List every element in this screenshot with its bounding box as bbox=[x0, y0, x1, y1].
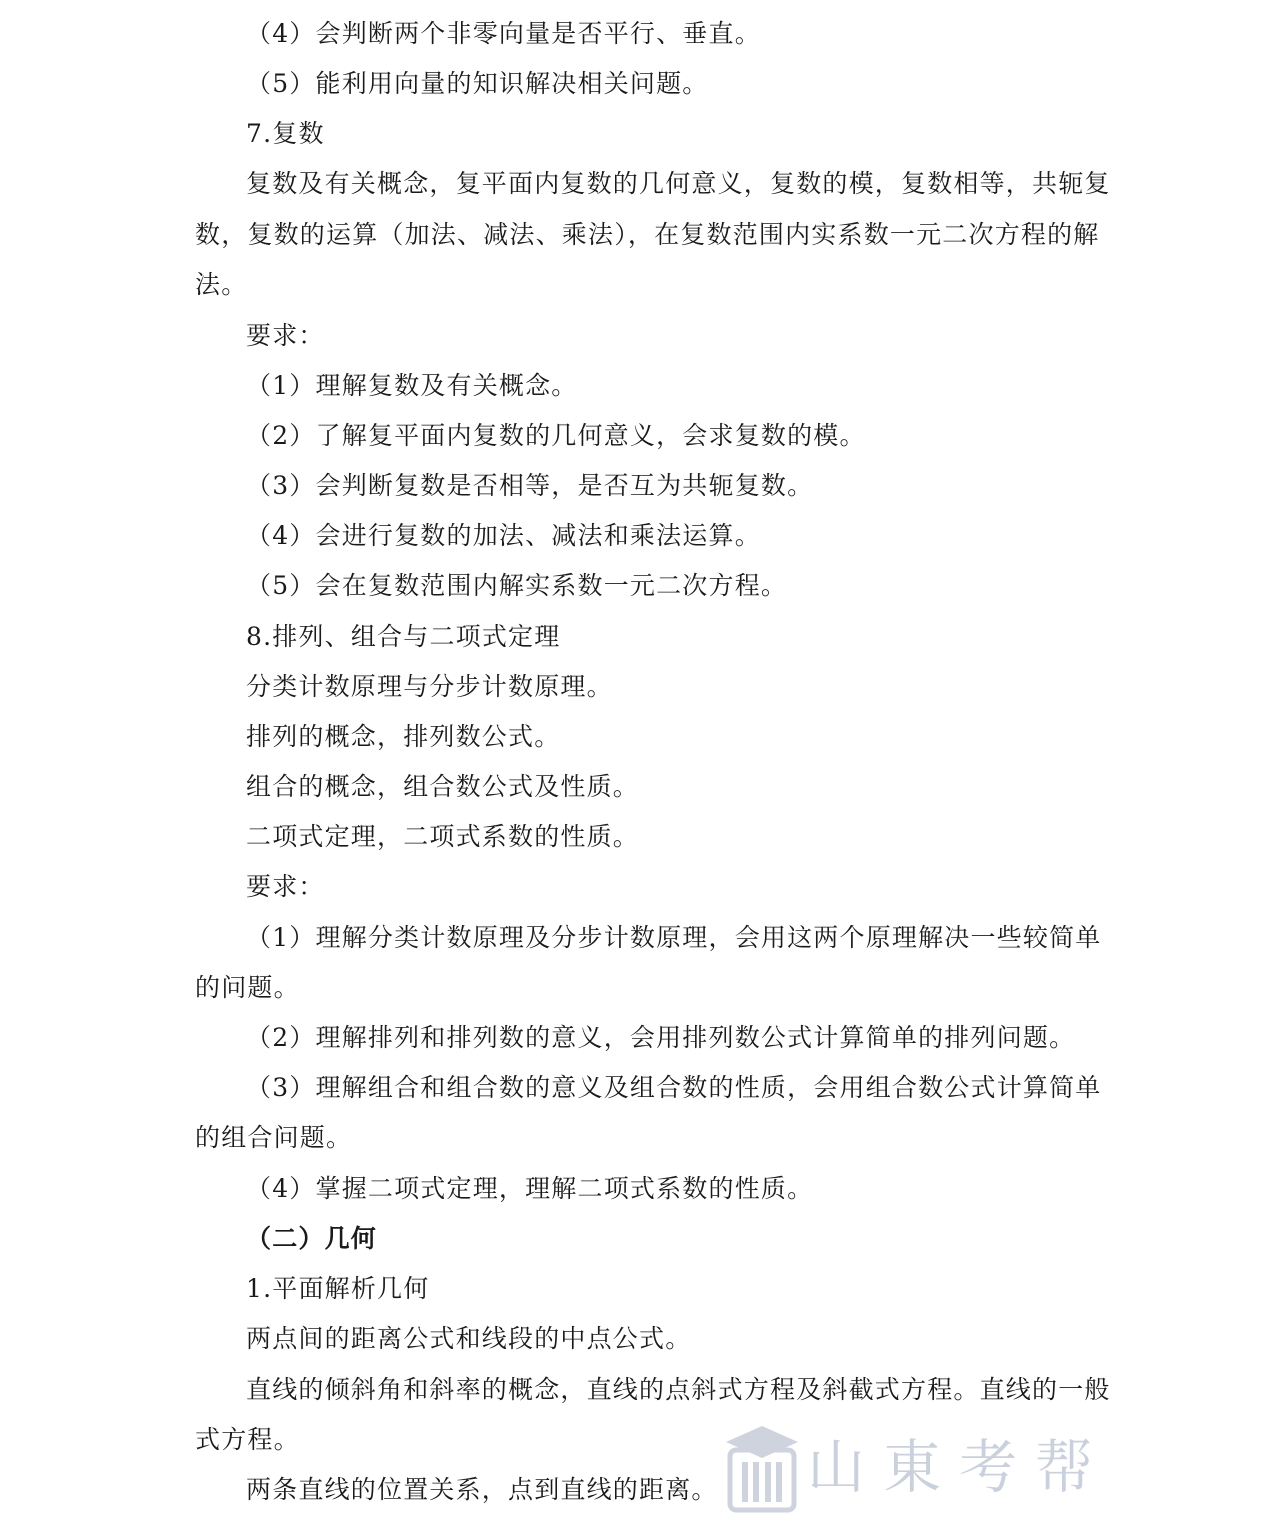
text-line: 两点间的距离公式和线段的中点公式。 bbox=[246, 1324, 692, 1353]
text-line: （5）能利用向量的知识解决相关问题。 bbox=[246, 69, 709, 98]
text-line: 直线的倾斜角和斜率的概念，直线的点斜式方程及斜截式方程。直线的一般 bbox=[246, 1375, 1111, 1404]
text-line: 要求： bbox=[246, 321, 325, 350]
watermark-text: 山東考帮 bbox=[807, 1433, 1112, 1501]
text-line: （4）会判断两个非零向量是否平行、垂直。 bbox=[246, 19, 761, 48]
section-heading: 1.平面解析几何 bbox=[246, 1274, 430, 1303]
text-line: 法。 bbox=[195, 270, 248, 299]
section-heading: 8.排列、组合与二项式定理 bbox=[246, 622, 561, 651]
text-line: （1）理解分类计数原理及分步计数原理，会用这两个原理解决一些较简单 bbox=[246, 923, 1102, 952]
text-line: （4）掌握二项式定理，理解二项式系数的性质。 bbox=[246, 1174, 814, 1203]
text-line: （1）理解复数及有关概念。 bbox=[246, 371, 578, 400]
text-line: （3）理解组合和组合数的意义及组合数的性质，会用组合数公式计算简单 bbox=[246, 1073, 1102, 1102]
text-line: 的组合问题。 bbox=[195, 1123, 353, 1152]
text-line: （2）了解复平面内复数的几何意义，会求复数的模。 bbox=[246, 421, 866, 450]
text-line: 的问题。 bbox=[195, 973, 300, 1002]
text-line: 二项式定理，二项式系数的性质。 bbox=[246, 822, 640, 851]
text-line: 式方程。 bbox=[195, 1425, 300, 1454]
text-line: 两条直线的位置关系，点到直线的距离。 bbox=[246, 1475, 718, 1504]
graduation-cap-logo-icon bbox=[722, 1420, 802, 1516]
text-line: （2）理解排列和排列数的意义，会用排列数公式计算简单的排列问题。 bbox=[246, 1023, 1076, 1052]
text-line: 要求： bbox=[246, 872, 325, 901]
text-line: （5）会在复数范围内解实系数一元二次方程。 bbox=[246, 571, 788, 600]
text-line: （4）会进行复数的加法、减法和乘法运算。 bbox=[246, 521, 761, 550]
text-line: 数，复数的运算（加法、减法、乘法），在复数范围内实系数一元二次方程的解 bbox=[195, 220, 1100, 249]
chapter-heading: （二）几何 bbox=[246, 1224, 378, 1253]
section-heading: 7.复数 bbox=[246, 119, 325, 148]
text-line: 排列的概念，排列数公式。 bbox=[246, 722, 561, 751]
text-line: （3）会判断复数是否相等，是否互为共轭复数。 bbox=[246, 471, 814, 500]
text-line: 复数及有关概念，复平面内复数的几何意义，复数的模，复数相等，共轭复 bbox=[246, 169, 1111, 198]
text-line: 分类计数原理与分步计数原理。 bbox=[246, 672, 613, 701]
text-line: 组合的概念，组合数公式及性质。 bbox=[246, 772, 640, 801]
watermark bbox=[722, 1418, 1112, 1518]
